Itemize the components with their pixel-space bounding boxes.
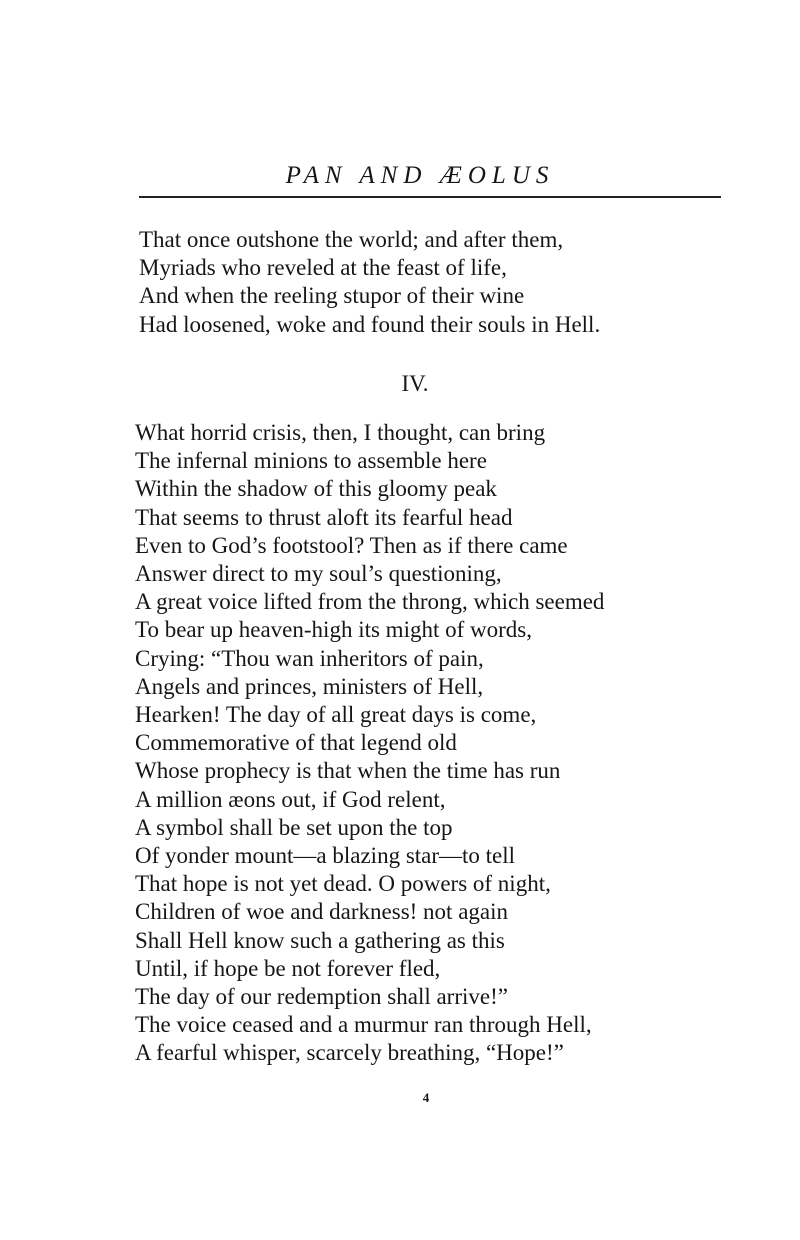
verse-line: Whose prophecy is that when the time has run [135, 758, 561, 784]
verse-line: A fearful whisper, scarcely breathing, “Hope!” [135, 1040, 564, 1066]
verse-line: Crying: “Thou wan inheritors of pain, [135, 645, 484, 671]
verse-line: Even to God’s footstool? Then as if there came [135, 532, 568, 558]
stanza-2 [135, 419, 735, 1068]
verse-line: Of yonder mount—a blazing star—to tell [135, 843, 516, 869]
verse-line: Shall Hell know such a gathering as this [135, 927, 505, 953]
verse-line: That seems to thrust aloft its fearful head [135, 504, 513, 530]
verse-line: A symbol shall be set upon the top [135, 814, 453, 840]
stanza-1 [139, 226, 739, 339]
verse-line: What horrid crisis, then, I thought, can bring [135, 420, 546, 445]
verse-line: Within the shadow of this gloomy peak [135, 476, 497, 502]
verse-line: The voice ceased and a murmur ran through Hell, [135, 1012, 592, 1038]
section-number: IV. [401, 371, 429, 396]
verse-line: The infernal minions to assemble here [135, 448, 487, 474]
verse-line: A million æons out, if God relent, [135, 786, 446, 812]
verse-line: Angels and princes, ministers of Hell, [135, 673, 484, 699]
verse-line: A great voice lifted from the throng, which seemed [135, 589, 605, 615]
verse-line: To bear up heaven-high its might of words, [135, 617, 532, 643]
verse-line: Children of woe and darkness! not again [135, 899, 509, 925]
verse-line: Myriads who reveled at the feast of life, [139, 255, 507, 281]
verse-line: That once outshone the world; and after them, [139, 227, 564, 252]
verse-line: Commemorative of that legend old [135, 730, 457, 756]
verse-line: Until, if hope be not forever fled, [135, 955, 441, 981]
verse-line: Answer direct to my soul’s questioning, [135, 561, 502, 587]
verse-line: Hearken! The day of all great days is come, [135, 702, 537, 728]
verse-line: And when the reeling stupor of their wine [139, 283, 525, 309]
header-rule [139, 196, 721, 198]
running-head: PAN AND ÆOLUS [285, 162, 555, 189]
page-number: 4 [422, 1090, 430, 1105]
verse-line: That hope is not yet dead. O powers of night, [135, 871, 551, 897]
verse-line: Had loosened, woke and found their souls in Hell. [139, 311, 601, 337]
verse-line: The day of our redemption shall arrive!” [135, 984, 508, 1010]
